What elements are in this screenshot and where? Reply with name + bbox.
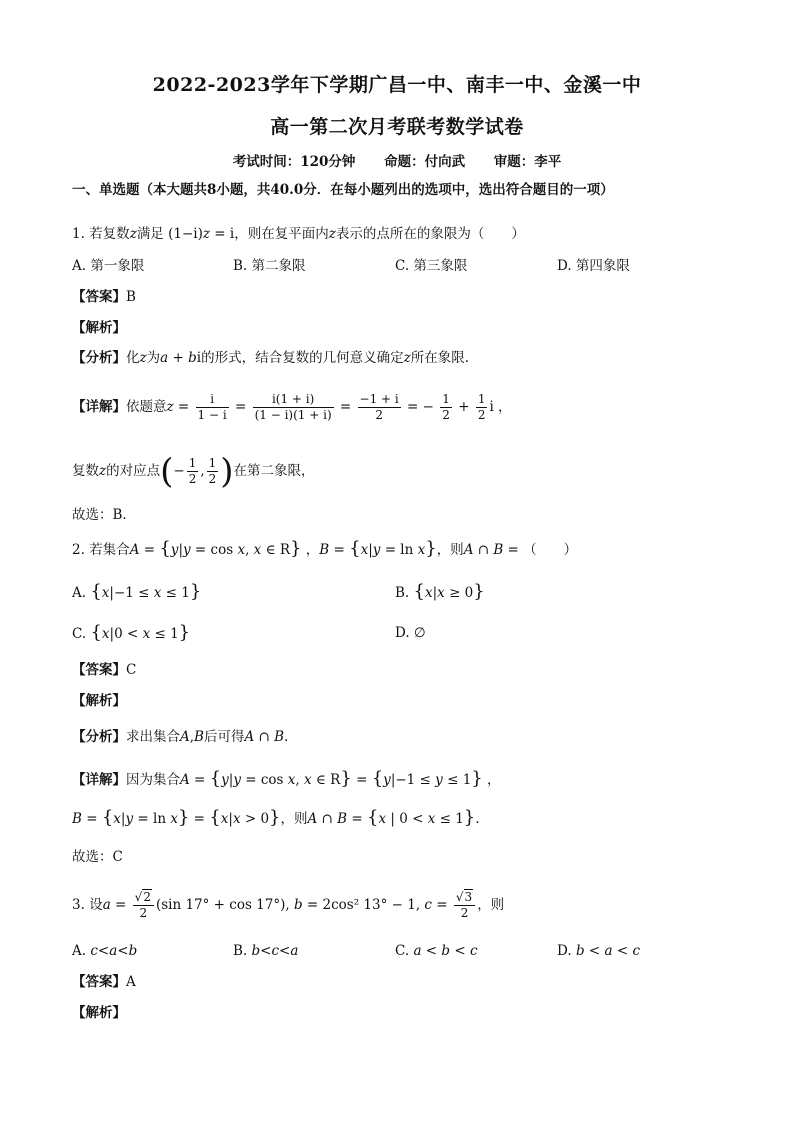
q3-option-d: D. b < a < c [557,943,641,959]
q3-answer: 【答案】A [72,974,136,990]
q1-point: 复数z的对应点(− $\frac{1}{2}$ , $\frac{1}{2}$ )在第二象限， [72,451,315,492]
q2-detail-2: B = {x|y = ln x} = {x|x > 0}，则A ∩ B = {x | 0 < x ≤ 1}. [72,807,480,828]
q2-choose: 故选：C [72,849,123,865]
q1-fenxi: 【分析】化z为a + bi的形式，结合复数的几何意义确定z所在象限. [72,350,469,366]
exam-meta [0,150,794,170]
q1-analysis-label: 【解析】 [72,320,126,336]
q2-option-c: C. {x|0 < x ≤ 1} [72,622,191,643]
q2-stem: 2. 若集合A = {y|y = cos x, x ∈ R} ，B = {x|y = ln x}，则A ∩ B = （ ） [72,538,578,559]
q2-option-d: D. ∅ [395,625,426,641]
q3-analysis-label: 【解析】 [72,1005,126,1021]
title-line-2: 高一第二次月考联考数学试卷 [270,116,524,138]
q3-option-b: B. b<c<a [233,943,299,959]
exam-time: 考试时间：120分钟 [232,154,356,170]
q1-choose: 故选：B. [72,507,127,523]
q2-option-a: A. {x|−1 ≤ x ≤ 1} [72,581,202,602]
q2-fenxi: 【分析】求出集合A,B后可得A ∩ B. [72,729,289,745]
q2-answer: 【答案】C [72,662,137,678]
q1-option-c: C. 第三象限 [395,258,468,274]
q2-detail-1: 【详解】因为集合A = {y|y = cos x, x ∈ R} = {y|−1 ≤ y ≤ 1} ， [72,768,501,789]
q2-option-b: B. {x|x ≥ 0} [395,581,485,602]
q1-answer: 【答案】B [72,289,136,305]
q1-detail: 【详解】依题意z = $\frac{i}{1 - i}$ = $\frac{i(1 + i)}{(1 - i)(1 + i)}$ = $\frac{-1 + i}{2}$ = − $\frac{1}{2}$ + $\frac{1}{2}$ i ， [72,392,512,422]
q3-option-c: C. a < b < c [395,943,478,959]
q1-option-b: B. 第二象限 [233,258,306,274]
q1-stem: 1. 若复数z满足 (1−i)z = i，则在复平面内z表示的点所在的象限为（ ） [72,226,525,242]
author: 命题：付向武 [384,154,466,170]
q1-option-d: D. 第四象限 [557,258,630,274]
section-heading: 一、单选题（本大题共8小题，共40.0分．在每小题列出的选项中，选出符合题目的一项） [72,182,614,198]
q2-analysis-label: 【解析】 [72,693,126,709]
title-line-1: 2022-2023学年下学期广昌一中、南丰一中、金溪一中 [152,74,642,96]
q3-stem: 3. 设a = $\frac{√2}{2}$ (sin 17° + cos 17°), b = 2cos² 13° − 1, c = $\frac{√3}{2}$ ，则 [72,890,505,920]
reviewer: 审题：李平 [493,154,562,170]
q3-option-a: A. c<a<b [72,943,138,959]
q1-option-a: A. 第一象限 [72,258,145,274]
